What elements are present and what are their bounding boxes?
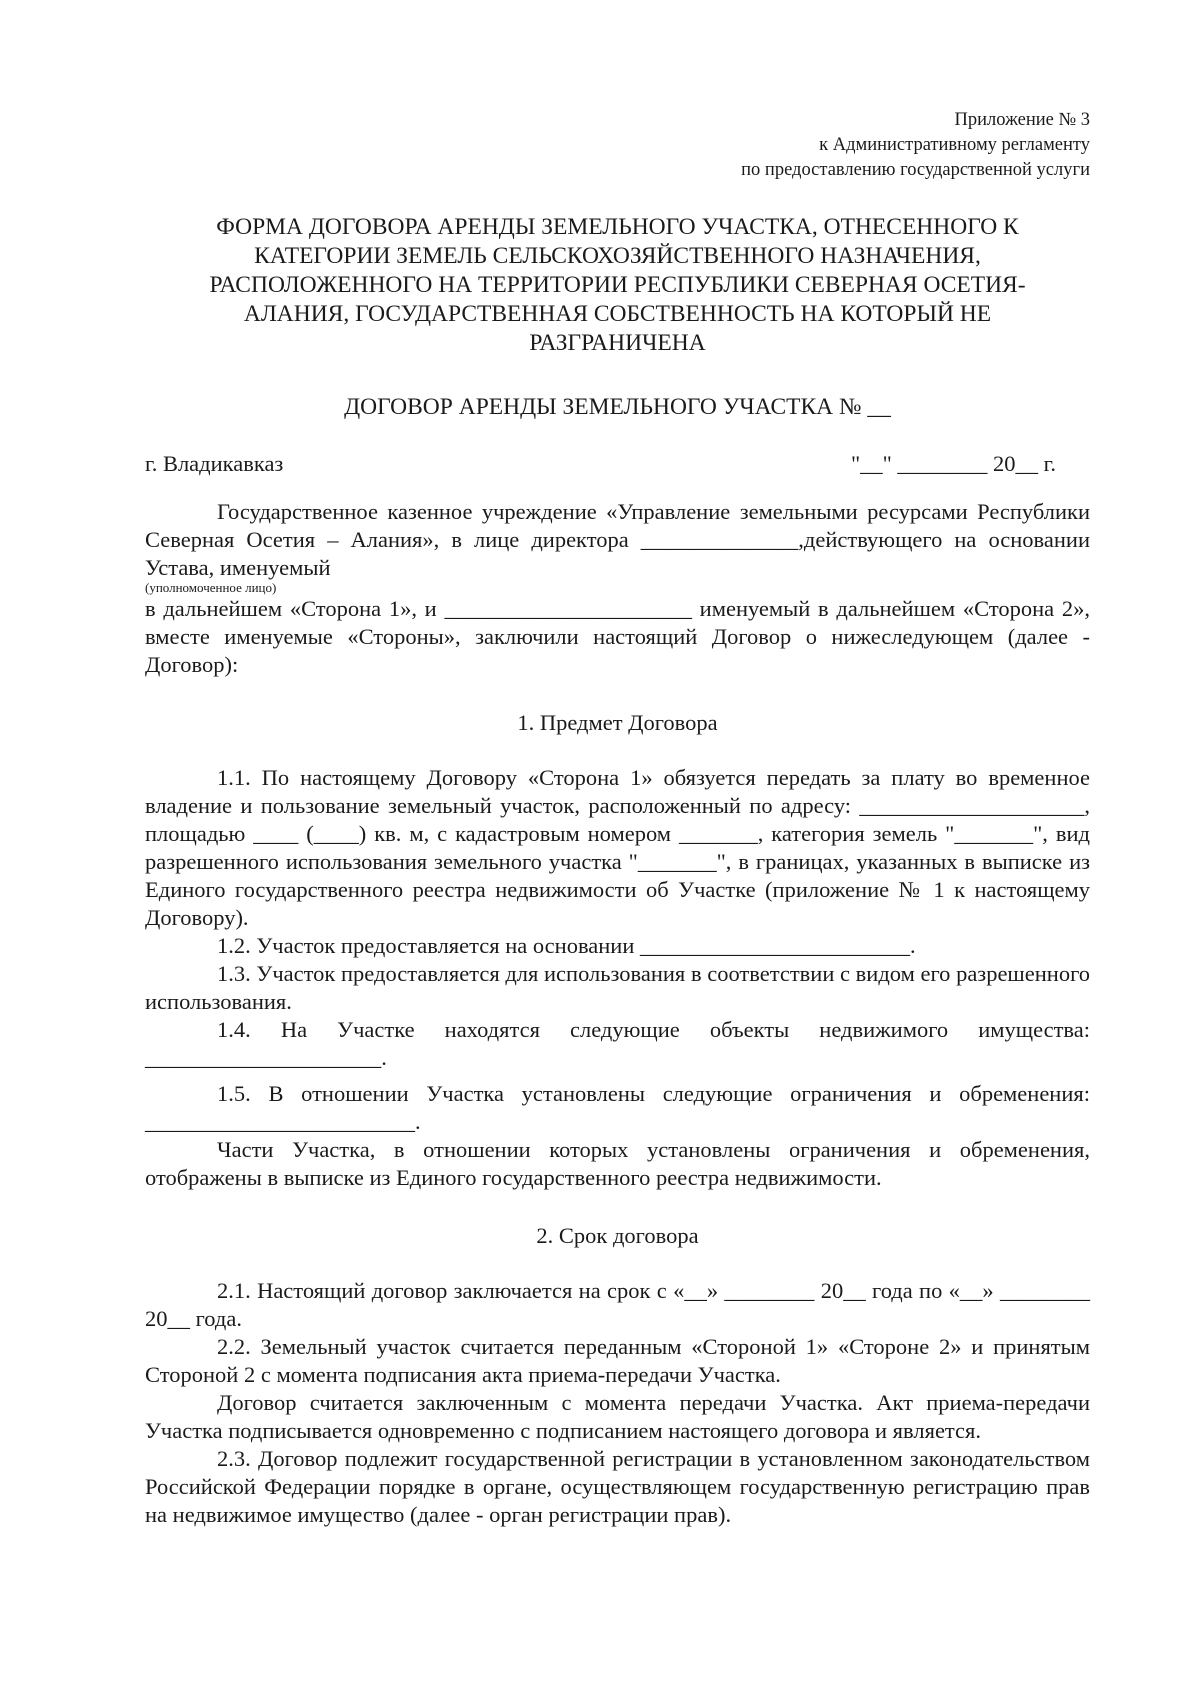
intro-paragraph — [145, 498, 1090, 679]
clause-2-1: 2.1. Настоящий договор заключается на срок с «__» ________ 20__ года по «__» ________ 20__ года. — [145, 1278, 1090, 1331]
authorized-person-note: (уполномоченное лицо) — [145, 580, 277, 595]
form-title-line: РАЗГРАНИЧЕНА — [529, 330, 706, 356]
appendix-line: по предоставлению государственной услуги — [741, 160, 1090, 180]
clause-1-2: 1.2. Участок предоставляется на основании ________________________. — [217, 933, 916, 958]
clause-1-3: 1.3. Участок предоставляется для использования в соответствии с видом его разрешенного использования. — [145, 961, 1090, 1014]
section-1-title: 1. Предмет Договора — [517, 710, 718, 735]
intro-text-part2: в дальнейшем «Сторона 1», и ______________________ именуемый в дальнейшем «Сторона 2», вместе именуемые «Стороны», заключили настоящий Договор о нижеследующем (далее - Договор): — [145, 596, 1090, 677]
document-body — [145, 108, 1090, 1529]
clause-1-1: 1.1. По настоящему Договору «Сторона 1» обязуется передать за плату во временное владение и пользование земельный участок, расположенный по адресу: ____________________, площадью ____ (____) кв. м, с кадастровым номером _______, категория земель "_______", вид разрешенного использования земельного участка "_______", в границах, указанных в выписке из Единого государственного реестра недвижимости об Участке (приложение № 1 к настоящему Договору). — [145, 765, 1090, 930]
appendix-line: Приложение № 3 — [954, 110, 1090, 130]
clause-1-4: 1.4. На Участке находятся следующие объекты недвижимого имущества: _____________________. — [145, 1017, 1090, 1070]
clause-2-2: 2.2. Земельный участок считается переданным «Стороной 1» «Стороне 2» и принятым Стороной 2 с момента подписания акта приема-передачи Участка. — [145, 1334, 1090, 1387]
clause-2-2-conclusion: Договор считается заключенным с момента передачи Участка. Акт приема-передачи Участка подписывается одновременно с подписанием настоящего договора и является. — [145, 1390, 1090, 1443]
form-title-line: АЛАНИЯ, ГОСУДАРСТВЕННАЯ СОБСТВЕННОСТЬ НА КОТОРЫЙ НЕ — [243, 301, 992, 327]
form-title-line: КАТЕГОРИИ ЗЕМЕЛЬ СЕЛЬСКОХОЗЯЙСТВЕННОГО НАЗНАЧЕНИЯ, — [254, 243, 981, 269]
clause-1-5-parts: Части Участка, в отношении которых установлены ограничения и обременения, отображены в выписке из Единого государственного реестра недвижимости. — [145, 1137, 1090, 1190]
contract-city: г. Владикавказ — [145, 451, 284, 476]
form-title-line: ФОРМА ДОГОВОРА АРЕНДЫ ЗЕМЕЛЬНОГО УЧАСТКА, ОТНЕСЕННОГО К — [216, 214, 1019, 240]
contract-date: "__" ________ 20__ г. — [850, 451, 1056, 476]
appendix-header — [145, 108, 1090, 183]
section-2-title: 2. Срок договора — [536, 1223, 699, 1248]
form-title-line: РАСПОЛОЖЕННОГО НА ТЕРРИТОРИИ РЕСПУБЛИКИ СЕВЕРНАЯ ОСЕТИЯ- — [209, 272, 1026, 298]
appendix-line: к Административному регламенту — [819, 135, 1090, 155]
clause-1-5: 1.5. В отношении Участка установлены следующие ограничения и обременения: ________________________. — [145, 1081, 1090, 1134]
city-date-row — [145, 450, 1090, 478]
clause-2-3: 2.3. Договор подлежит государственной регистрации в установленном законодательством Российской Федерации порядке в органе, осуществляющем государственную регистрацию прав на недвижимое имущество (далее - орган регистрации прав). — [145, 1446, 1090, 1527]
contract-title: ДОГОВОР АРЕНДЫ ЗЕМЕЛЬНОГО УЧАСТКА № __ — [344, 394, 891, 420]
intro-text-part1: Государственное казенное учреждение «Управление земельными ресурсами Республики Северная Осетия – Алания», в лице директора ______________,действующего на основании Устава, именуемый — [145, 499, 1090, 580]
form-title — [145, 213, 1090, 358]
